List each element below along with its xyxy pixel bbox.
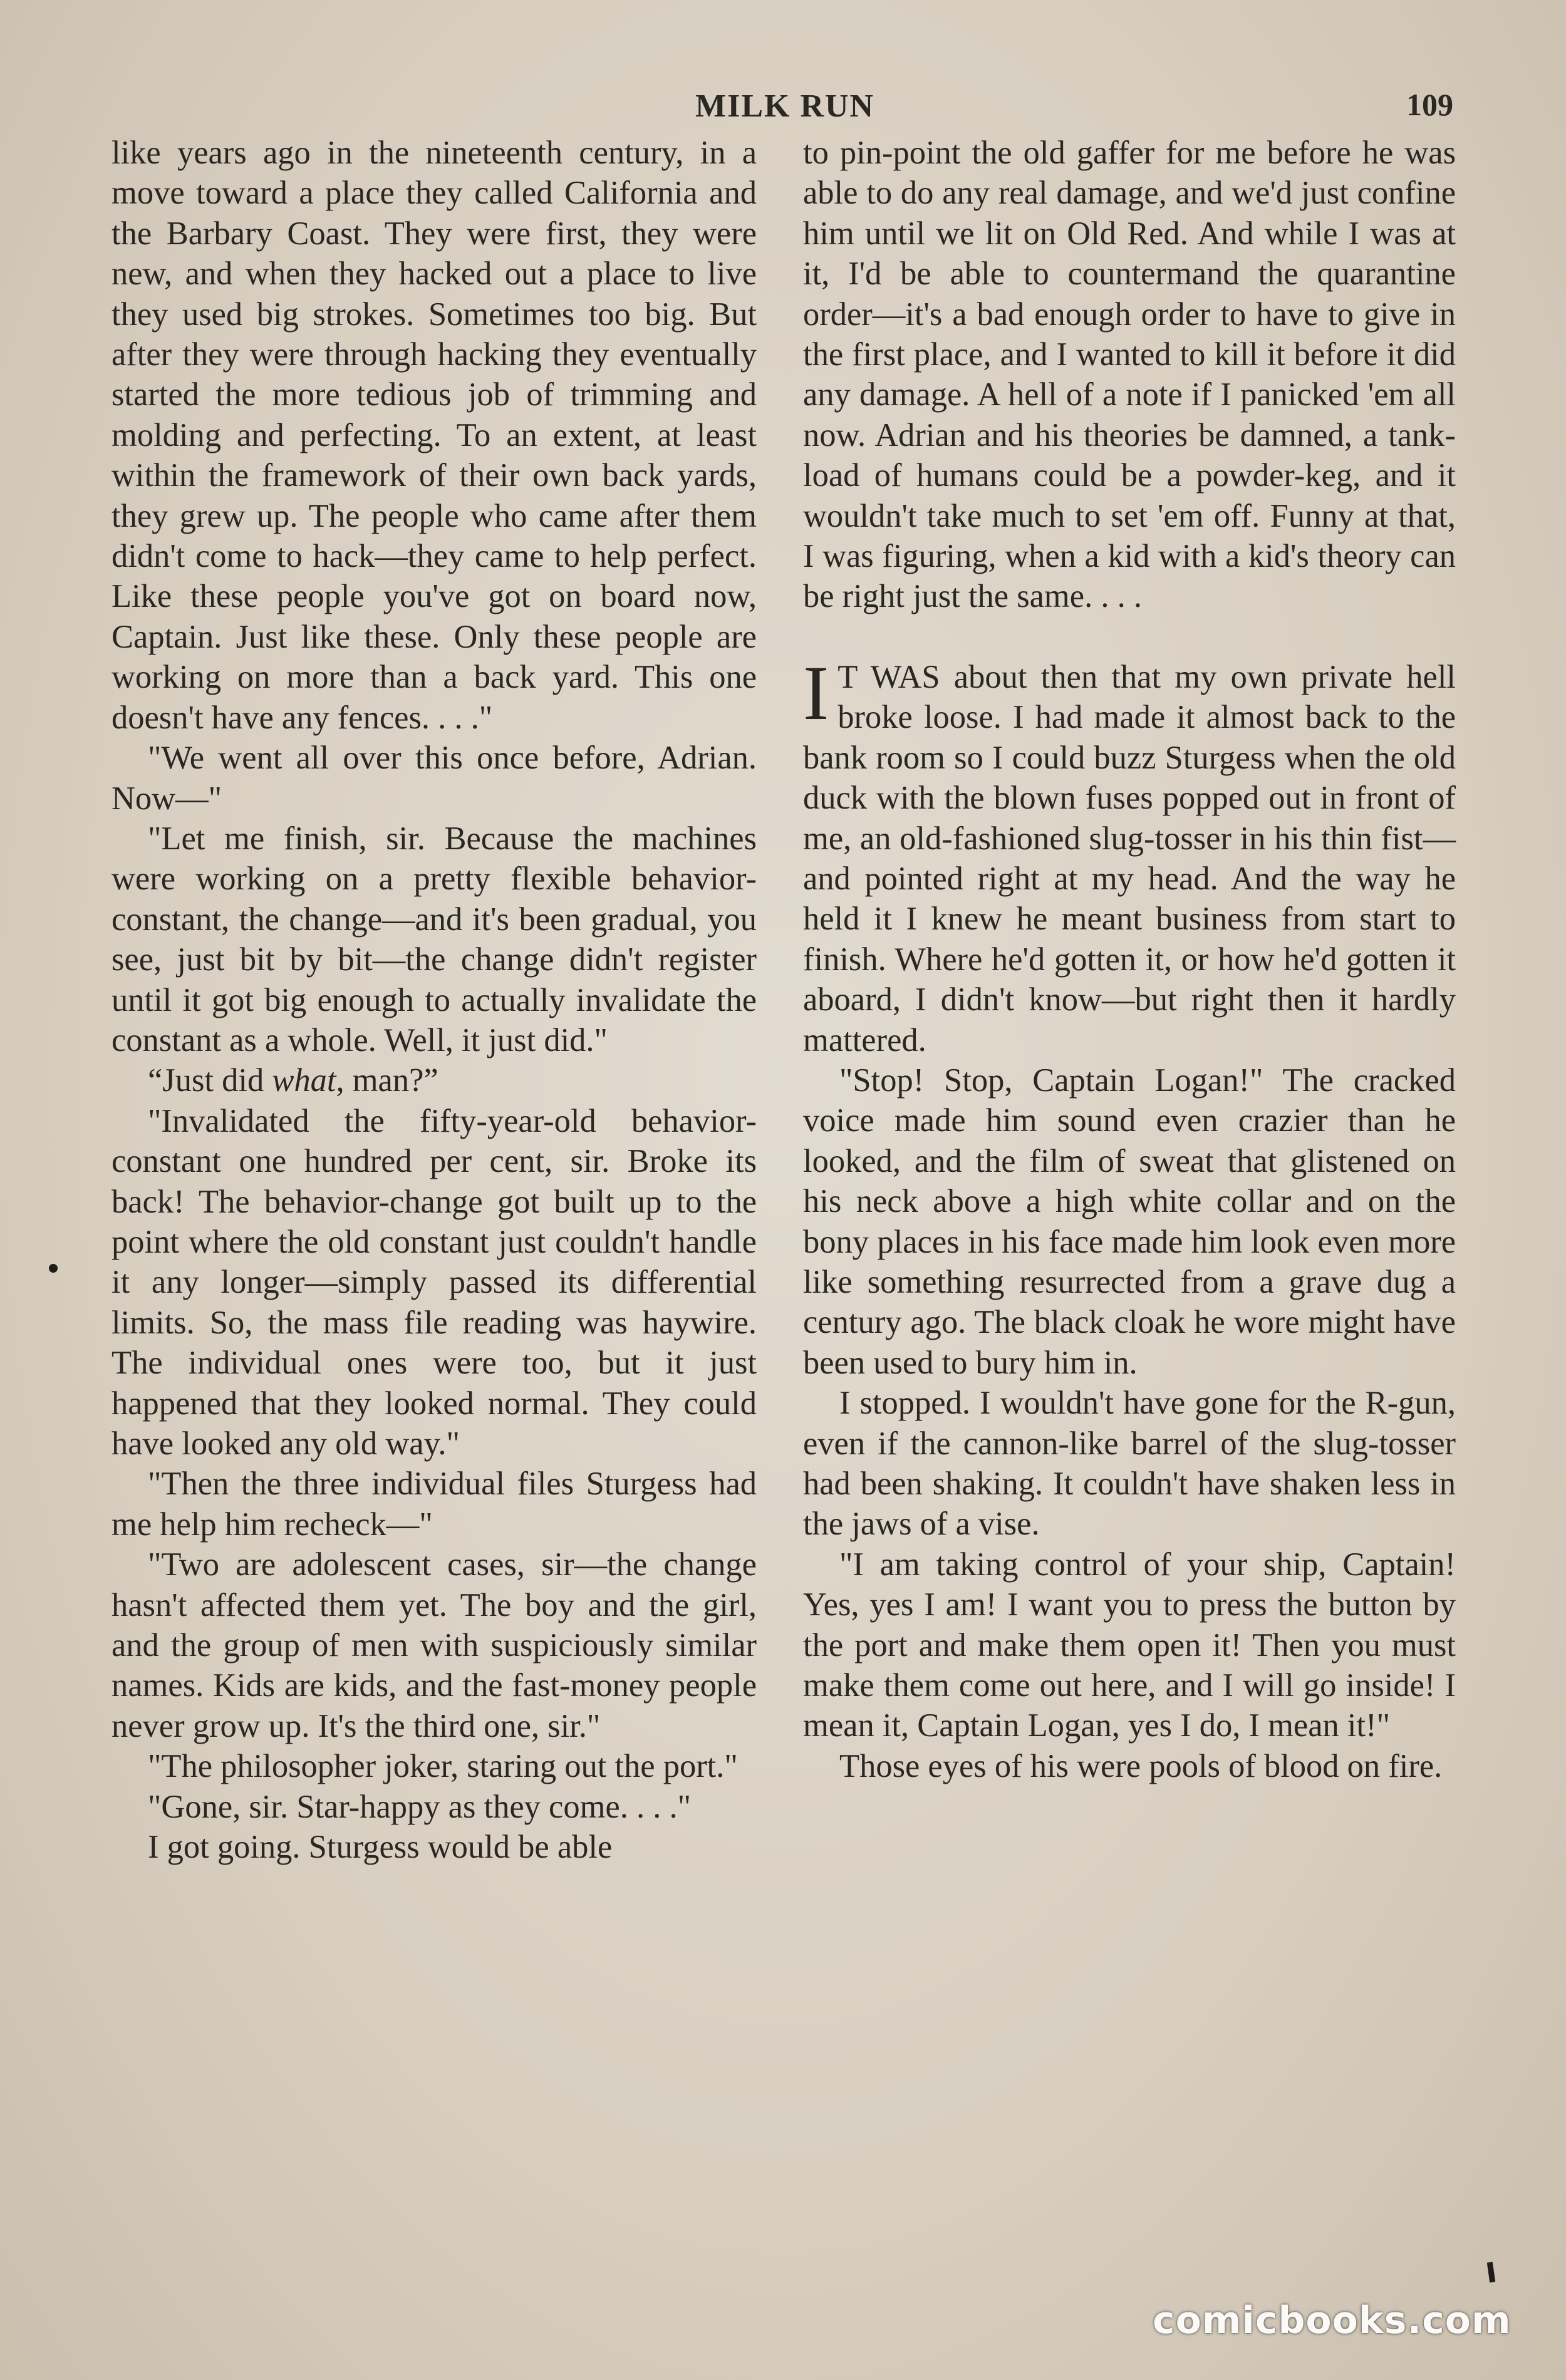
emphasis: what xyxy=(272,1062,336,1099)
page-header xyxy=(0,83,1566,133)
running-head: MILK RUN xyxy=(695,88,875,124)
section-opening-paragraph xyxy=(803,649,1456,1060)
paragraph: "Gone, sir. Star-happy as they come. . . ." xyxy=(148,1788,692,1825)
paragraph: "We went all over this once before, Adrian. Now—" xyxy=(111,740,757,817)
section-break xyxy=(803,617,1456,657)
paragraph: Those eyes of his were pools of blood on fire. xyxy=(839,1747,1443,1784)
paragraph: I stopped. I wouldn't have gone for the R-gun, even if the cannon-like barrel of the slug-tosser had been shaking. It couldn't have shaken less in the jaws of a vise. xyxy=(803,1385,1456,1543)
paragraph: like years ago in the nineteenth century, in a move toward a place they called California and the Barbary Coast. They were first, they were new, and when they hacked out a place to live they used big strokes. Sometimes too big. But after they were through hacking they eventually started the more tedious job of trimming and molding and perfecting. To an extent, at least within the framework of their own back yards, they grew up. The people who came after them didn't come to hack—they came to help perfect. Like these people you've got on board now, Captain. Just like these. Only these people are working on more than a back yard. This one doesn't have any fences. . . ." xyxy=(111,135,757,736)
drop-cap: I xyxy=(803,649,829,736)
paragraph: "The philosopher joker, staring out the port." xyxy=(148,1748,738,1785)
paragraph: "Two are adolescent cases, sir—the change hasn't affected them yet. The boy and the girl, and the group of men with suspiciously similar names. Kids are kids, and the fast-money people never grow up. It's the third one, sir." xyxy=(111,1546,757,1744)
watermark: comicbooks.com xyxy=(1153,2299,1512,2342)
left-column xyxy=(111,133,757,1867)
paragraph: “Just did what, man?” xyxy=(148,1062,438,1099)
ink-tick-mark xyxy=(1487,2262,1495,2283)
paragraph: to pin-point the old gaffer for me before he was able to do any real damage, and we'd just confine him until we lit on Old Red. And while I was at it, I'd be able to countermand the quarantine order—it's a bad enough order to have to give in the first place, and I wanted to kill it before it did any damage. A hell of a note if I panicked 'em all now. Adrian and his theories be damned, a tank-load of humans could be a powder-keg, and it wouldn't take much to set 'em off. Funny at that, I was figuring, when a kid with a kid's theory can be right just the same. . . . xyxy=(803,135,1456,615)
paragraph: "Invalidated the fifty-year-old behavior-constant one hundred per cent, sir. Broke its back! The behavior-change got built up to the point where the old constant just couldn't handle it any longer—simply passed its differential limits. So, the mass file reading was haywire. The individual ones were too, but it just happened that they looked normal. They could have looked any old way." xyxy=(111,1102,757,1462)
paragraph: I got going. Sturgess would be able xyxy=(148,1829,613,1866)
paragraph: "I am taking control of your ship, Captain! Yes, yes I am! I want you to press the button by the port and make them open it! Then you must make them come out here, and I will go inside! I mean it, Captain Logan, yes I do, I mean it!" xyxy=(803,1546,1456,1744)
ink-spot-mark xyxy=(49,1264,58,1273)
paragraph: "Then the three individual files Sturgess had me help him recheck—" xyxy=(111,1466,757,1543)
right-column xyxy=(803,133,1456,1786)
paragraph: "Let me finish, sir. Because the machines were working on a pretty flexible behavior-constant, the change—and it's been gradual, you see, just bit by bit—the change didn't register until it got big enough to actually invalidate the constant as a whole. Well, it just did." xyxy=(111,820,757,1058)
section-first-paragraph-text: T WAS about then that my own private hell broke loose. I had made it almost back to the bank room so I could buzz Sturgess when the old duck with the blown fuses popped out in front of me, an old-fashioned slug-tosser in his thin fist—and pointed right at my head. And the way he held it I knew he meant business from start to finish. Where he'd gotten it, or how he'd gotten it aboard, I didn't know—but right then it hardly mattered. xyxy=(803,658,1456,1058)
paragraph: "Stop! Stop, Captain Logan!" The cracked voice made him sound even crazier than he looked, and the film of sweat that glistened on his neck above a high white collar and on the bony places in his face made him look even more like something resurrected from a grave dug a century ago. The black cloak he wore might have been used to bury him in. xyxy=(803,1062,1456,1381)
page-number: 109 xyxy=(1406,87,1453,122)
